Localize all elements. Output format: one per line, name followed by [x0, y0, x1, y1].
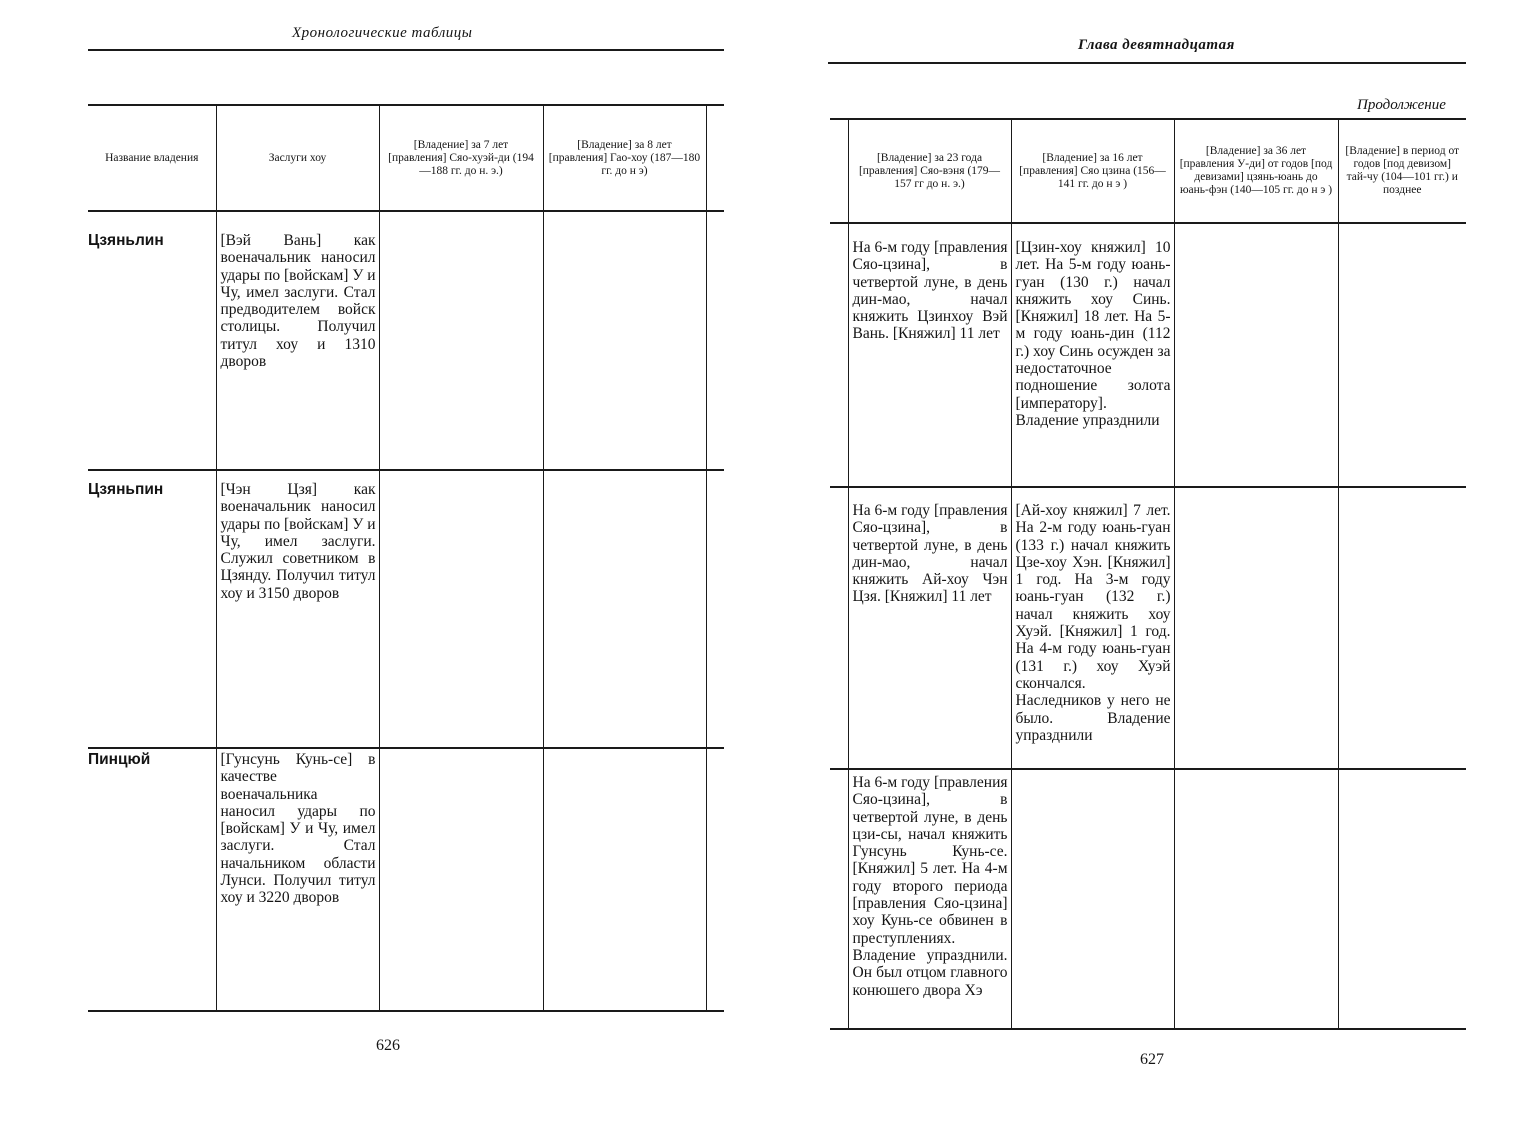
- continuation-label: Продолжение: [1357, 97, 1446, 113]
- reign-3-cell: На 6-м году [правления Сяо-цзина], в четвертой луне, в день цзи-сы, начал княжить Гунсунь Кунь-се. [Княжил] 5 лет. На 4-м году второго периода [правления Сяо-цзина] хоу Кунь-се обвинен в преступлениях. Владение упразднили. Он был отцом главного конюшего двора Хэ: [848, 769, 1011, 1029]
- reign-6-cell: [1338, 223, 1466, 487]
- reign-4-cell: [Цзин-хоу княжил] 10 лет. На 5-м году юань-гуан (130 г.) начал княжить хоу Синь. [Княжил] 18 лет. На 5-м году юань-дин (112 г.) хоу Синь осужден за недостаточное подношение золота [императору]. Владение упразднили: [1011, 223, 1174, 487]
- right-page: [760, 0, 1530, 1148]
- table-row: [830, 223, 1466, 487]
- reign-3-cell: На 6-м году [правления Сяо-цзина], в четвертой луне, в день дин-мао, начал княжить Ай-хоу Чэн Цзя. [Княжил] 11 лет: [848, 487, 1011, 769]
- table-row: [830, 769, 1466, 1029]
- reign-1-cell: [379, 470, 543, 748]
- header-rule-left: [88, 49, 724, 51]
- reign-5-cell: [1174, 487, 1338, 769]
- reign-4-cell: [Ай-хоу княжил] 7 лет. На 2-м году юань-гуан (133 г.) начал княжить Цзе-хоу Хэн. [Княжил] 1 год. На 3-м году юань-гуан (132 г.) начал княжить хоу Хуэй. [Княжил] 1 год. На 4-м году юань-гуан (131 г.) хоу Хуэй скончался. Наследников у него не было. Владение упразднили: [1011, 487, 1174, 769]
- column-header-reign-6: [Владение] в период от годов [под девизом] тай-чу (104—101 гг.) и позднее: [1338, 119, 1466, 223]
- reign-4-cell: [1011, 769, 1174, 1029]
- column-header-name: Название владения: [88, 105, 216, 211]
- left-page: [0, 0, 760, 1148]
- reign-6-cell: [1338, 769, 1466, 1029]
- merit-cell: [Гунсунь Кунь-се] в качестве военачальника наносил удары по [войскам] У и Чу, имел заслуги. Стал начальником области Лунси. Получил титул хоу и 3220 дворов: [216, 748, 379, 1011]
- column-header-reign-3: [Владение] за 23 года [правления] Сяо-вэня (179—157 гг до н. э.): [848, 119, 1011, 223]
- reign-2-cell: [543, 211, 706, 470]
- column-header-reign-5: [Владение] за 36 лет [правления У-ди] от годов [под девизами] цзянь-юань до юань-фэн (140—105 гг. до н э ): [1174, 119, 1338, 223]
- column-header-reign-2: [Владение] за 8 лет [правления] Гао-хоу (187—180 гг. до н э): [543, 105, 706, 211]
- reign-6-cell: [1338, 487, 1466, 769]
- chronology-table-left: [88, 104, 724, 1012]
- merit-cell: [Вэй Вань] как военачальник наносил удары по [войскам] У и Чу, имел заслуги. Стал предводителем войск столицы. Получил титул хоу и 1310 дворов: [216, 211, 379, 470]
- domain-name-cell: Цзяньлин: [88, 232, 164, 249]
- running-head-left: Хронологические таблицы: [292, 25, 473, 41]
- column-header-reign-4: [Владение] за 16 лет [правления] Сяо цзина (156—141 гг. до н э ): [1011, 119, 1174, 223]
- reign-1-cell: [379, 748, 543, 1011]
- column-header-merit: Заслуги хоу: [216, 105, 379, 211]
- domain-name-cell: Пинцюй: [88, 748, 216, 1011]
- table-row: [88, 748, 724, 1011]
- reign-2-cell: [543, 470, 706, 748]
- reign-2-cell: [543, 748, 706, 1011]
- table-row: [88, 211, 724, 470]
- reign-3-cell: На 6-м году [правления Сяо-цзина], в четвертой луне, в день дин-мао, начал княжить Цзинхоу Вэй Вань. [Княжил] 11 лет: [848, 223, 1011, 487]
- page-number-left: 626: [376, 1037, 400, 1054]
- reign-5-cell: [1174, 769, 1338, 1029]
- chronology-table-right: [830, 118, 1466, 1030]
- table-row: [88, 470, 724, 748]
- page-number-right: 627: [1140, 1051, 1164, 1068]
- domain-name-cell: Цзяньпин: [88, 470, 216, 748]
- column-header-reign-1: [Владение] за 7 лет [правления] Сяо-хуэй-ди (194—188 гг. до н. э.): [379, 105, 543, 211]
- running-head-right: Глава девятнадцатая: [1078, 37, 1235, 53]
- reign-5-cell: [1174, 223, 1338, 487]
- reign-1-cell: [379, 211, 543, 470]
- merit-cell: [Чэн Цзя] как военачальник наносил удары по [войскам] У и Чу, имел заслуги. Служил советником в Цзянду. Получил титул хоу и 3150 дворов: [216, 470, 379, 748]
- header-rule-right: [828, 62, 1466, 64]
- table-row: [830, 487, 1466, 769]
